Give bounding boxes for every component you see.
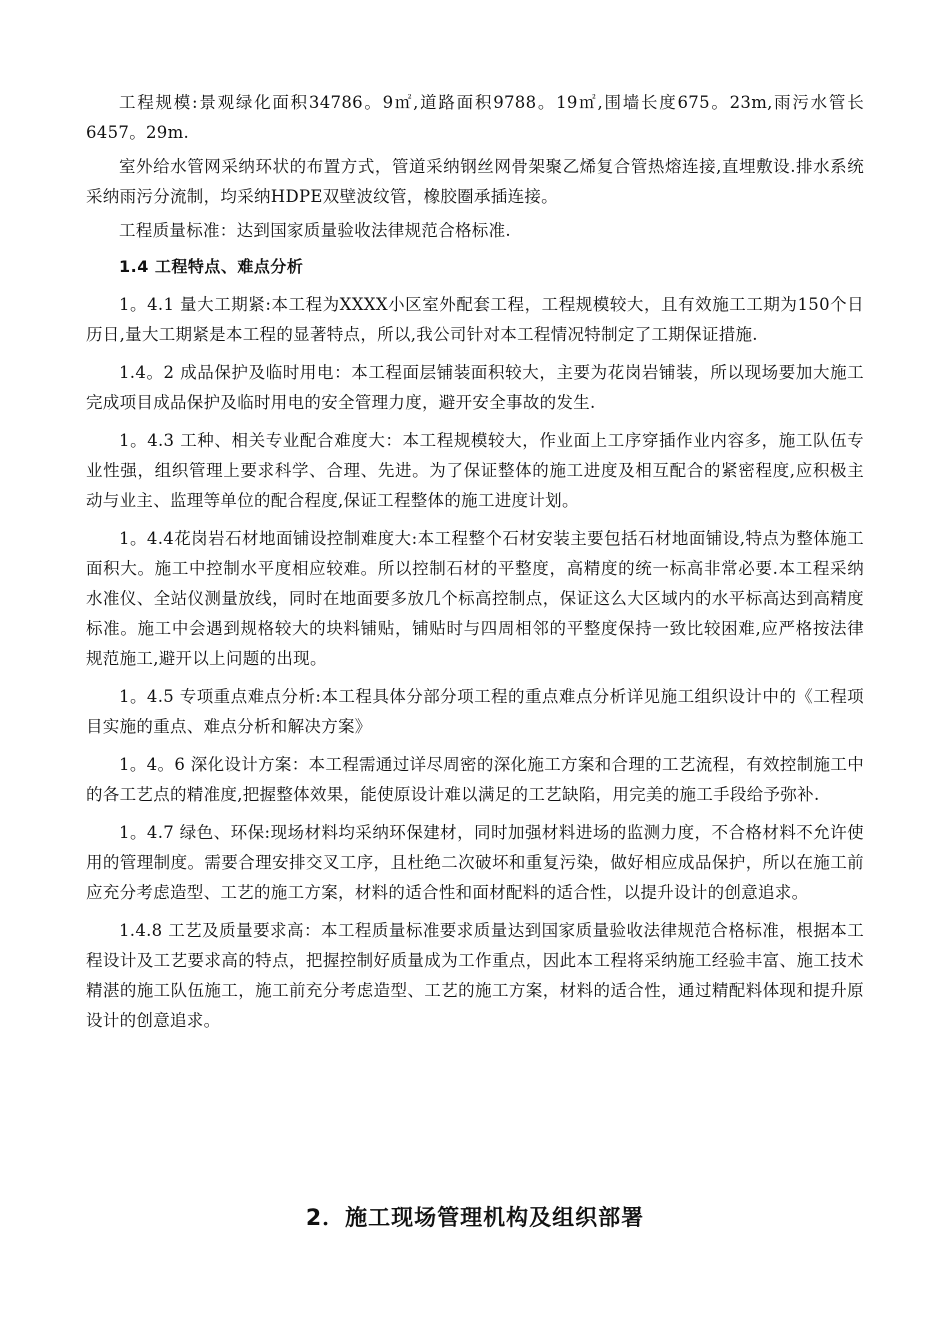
list-item: 1。4.4花岗岩石材地面铺设控制难度大:本工程整个石材安装主要包括石材地面铺设,特点为整体施工面积大。施工中控制水平度相应较难。所以控制石材的平整度，高精度的统一标高非常必要.本工程采纳水准仪、全站仪测量放线，同时在地面要多放几个标高控制点，保证这么大区域内的水平标高达到高精度标准。施工中会遇到规格较大的块料铺贴，铺贴时与四周相邻的平整度保持一致比较困难,应严格按法律规范施工,避开以上问题的出现。 <box>86 529 864 668</box>
list-item: 1.4。2 成品保护及临时用电：本工程面层铺装面积较大，主要为花岗岩铺装，所以现场要加大施工完成项目成品保护及临时用电的安全管理力度，避开安全事故的发生. <box>86 363 864 412</box>
list-item: 1。4。6 深化设计方案：本工程需通过详尽周密的深化施工方案和合理的工艺流程，有效控制施工中的各工艺点的精准度,把握整体效果，能使原设计难以满足的工艺缺陷，用完美的施工手段给予弥补. <box>86 755 864 804</box>
chapter-heading: 2．施工现场管理机构及组织部署 <box>305 1206 645 1231</box>
project-scale-paragraph: 工程规模:景观绿化面积34786。9㎡,道路面积9788。19㎡,围墙长度675。23m,雨污水管长6457。29m. <box>86 93 864 142</box>
document-body <box>86 88 864 1044</box>
list-item: 1.4.8 工艺及质量要求高：本工程质量标准要求质量达到国家质量验收法律规范合格标准，根据本工程设计及工艺要求高的特点，把握控制好质量成为工作重点，因此本工程将采纳施工经验丰富、施工技术精湛的施工队伍施工，施工前充分考虑造型、工艺的施工方案，材料的适合性，通过精配料体现和提升原设计的创意追求。 <box>86 921 864 1030</box>
list-item: 1。4.5 专项重点难点分析:本工程具体分部分项工程的重点难点分析详见施工组织设计中的《工程项目实施的重点、难点分析和解决方案》 <box>86 687 864 736</box>
quality-standard-paragraph: 工程质量标准：达到国家质量验收法律规范合格标准. <box>119 221 511 240</box>
section-heading: 1.4 工程特点、难点分析 <box>119 257 304 276</box>
water-supply-paragraph: 室外给水管网采纳环状的布置方式，管道采纳钢丝网骨架聚乙烯复合管热熔连接,直埋敷设.排水系统采纳雨污分流制，均采纳HDPE双壁波纹管，橡胶圈承插连接。 <box>86 157 864 206</box>
list-item: 1。4.7 绿色、环保:现场材料均采纳环保建材，同时加强材料进场的监测力度，不合格材料不允许使用的管理制度。需要合理安排交叉工序，且杜绝二次破坏和重复污染，做好相应成品保护，所以在施工前应充分考虑造型、工艺的施工方案，材料的适合性和面材配料的适合性，以提升设计的创意追求。 <box>86 823 864 902</box>
list-item: 1。4.3 工种、相关专业配合难度大：本工程规模较大，作业面上工序穿插作业内容多，施工队伍专业性强，组织管理上要求科学、合理、先进。为了保证整体的施工进度及相互配合的紧密程度,应积极主动与业主、监理等单位的配合程度,保证工程整体的施工进度计划。 <box>86 431 864 510</box>
list-item: 1。4.1 量大工期紧:本工程为XXXX小区室外配套工程，工程规模较大，且有效施工工期为150个日历日,量大工期紧是本工程的显著特点，所以,我公司针对本工程情况特制定了工期保证措施. <box>86 295 864 344</box>
